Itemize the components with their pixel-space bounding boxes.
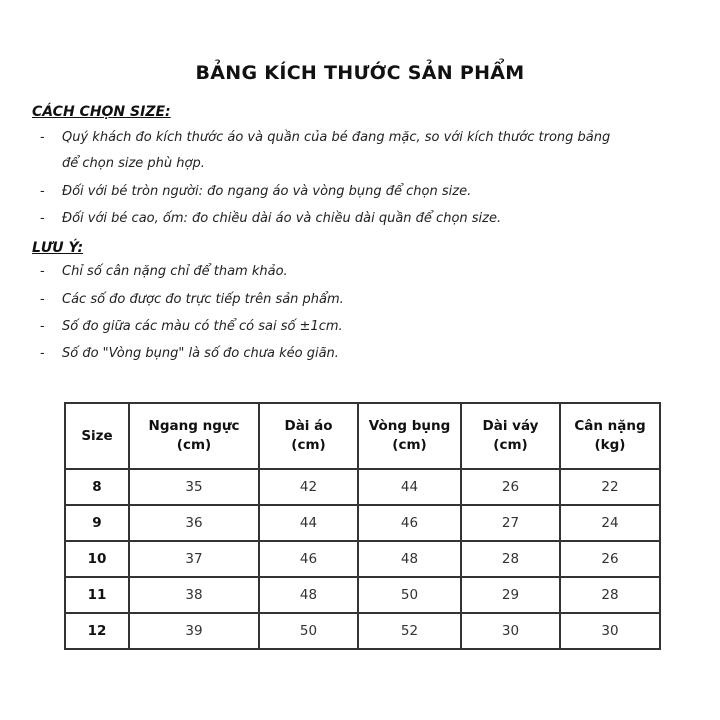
column-header-label: Dài váy	[482, 418, 539, 434]
column-header-weight	[560, 403, 660, 469]
table-cell-size: 8	[65, 469, 129, 505]
column-header-unit: (kg)	[594, 437, 626, 453]
table-row	[65, 613, 660, 649]
column-header-skirt-length	[461, 403, 560, 469]
table-cell: 52	[358, 613, 461, 649]
column-header-label: Vòng bụng	[368, 418, 451, 434]
table-cell: 36	[129, 505, 259, 541]
table-cell: 48	[259, 577, 358, 613]
table-cell: 35	[129, 469, 259, 505]
table-cell: 44	[358, 469, 461, 505]
list-item-text: Đối với bé tròn người: đo ngang áo và vòng bụng để chọn size.	[62, 184, 472, 199]
column-header-size	[65, 403, 129, 469]
bullet-dash: -	[40, 264, 45, 279]
table-cell: 27	[461, 505, 560, 541]
table-header-row	[65, 403, 660, 469]
page-title: BẢNG KÍCH THƯỚC SẢN PHẨM	[195, 62, 525, 84]
column-header-label: Cân nặng	[574, 418, 646, 434]
table-cell: 42	[259, 469, 358, 505]
table-cell: 46	[259, 541, 358, 577]
list-item-text: Số đo "Vòng bụng" là số đo chưa kéo giãn.	[62, 346, 339, 361]
list-item-text-continued: để chọn size phù hợp.	[62, 156, 205, 171]
table-cell: 50	[259, 613, 358, 649]
table-cell: 29	[461, 577, 560, 613]
table-cell-size: 11	[65, 577, 129, 613]
column-header-unit: (cm)	[176, 437, 212, 453]
list-item	[40, 341, 700, 367]
list-item-text: Quý khách đo kích thước áo và quần của bé đang mặc, so với kích thước trong bảng	[62, 130, 611, 145]
list-item-text: Chỉ số cân nặng chỉ để tham khảo.	[62, 264, 288, 279]
table-row	[65, 577, 660, 613]
table-cell: 38	[129, 577, 259, 613]
column-header-waist	[358, 403, 461, 469]
table-cell: 48	[358, 541, 461, 577]
bullet-dash: -	[40, 319, 45, 334]
table-cell: 46	[358, 505, 461, 541]
table-cell: 28	[461, 541, 560, 577]
list-item-text: Số đo giữa các màu có thể có sai số ±1cm.	[62, 319, 343, 334]
table-cell: 30	[461, 613, 560, 649]
list-item	[40, 206, 700, 232]
table-cell: 26	[461, 469, 560, 505]
bullet-dash: -	[40, 130, 45, 145]
table-row	[65, 469, 660, 505]
bullet-dash: -	[40, 184, 45, 199]
bullet-dash: -	[40, 211, 45, 226]
list-item	[40, 179, 700, 205]
table-row	[65, 505, 660, 541]
list-item-text: Đối với bé cao, ốm: đo chiều dài áo và chiều dài quần để chọn size.	[62, 211, 502, 226]
list-item	[40, 314, 700, 340]
table-cell-size: 10	[65, 541, 129, 577]
bullet-dash: -	[40, 346, 45, 361]
list-item-text: Các số đo được đo trực tiếp trên sản phẩm.	[62, 292, 344, 307]
table-cell: 37	[129, 541, 259, 577]
table-cell: 30	[560, 613, 660, 649]
section-heading-note: LƯU Ý:	[32, 240, 84, 256]
table-cell: 39	[129, 613, 259, 649]
table-cell: 24	[560, 505, 660, 541]
column-header-chest-width	[129, 403, 259, 469]
table-cell: 22	[560, 469, 660, 505]
table-cell: 50	[358, 577, 461, 613]
list-item	[40, 259, 700, 285]
column-header-label: Ngang ngực	[148, 418, 240, 434]
table-cell-size: 12	[65, 613, 129, 649]
bullet-dash: -	[40, 292, 45, 307]
column-header-unit: (cm)	[392, 437, 427, 453]
table-row	[65, 541, 660, 577]
column-header-unit: (cm)	[493, 437, 528, 453]
table-cell: 28	[560, 577, 660, 613]
list-item	[40, 125, 700, 177]
table-cell-size: 9	[65, 505, 129, 541]
column-header-label: Dài áo	[284, 418, 333, 434]
table-cell: 44	[259, 505, 358, 541]
section-heading-how-to-choose: CÁCH CHỌN SIZE:	[32, 104, 171, 120]
column-header-label: Size	[81, 427, 113, 444]
list-item	[40, 287, 700, 313]
size-table	[64, 402, 661, 650]
column-header-shirt-length	[259, 403, 358, 469]
column-header-unit: (cm)	[291, 437, 326, 453]
table-cell: 26	[560, 541, 660, 577]
